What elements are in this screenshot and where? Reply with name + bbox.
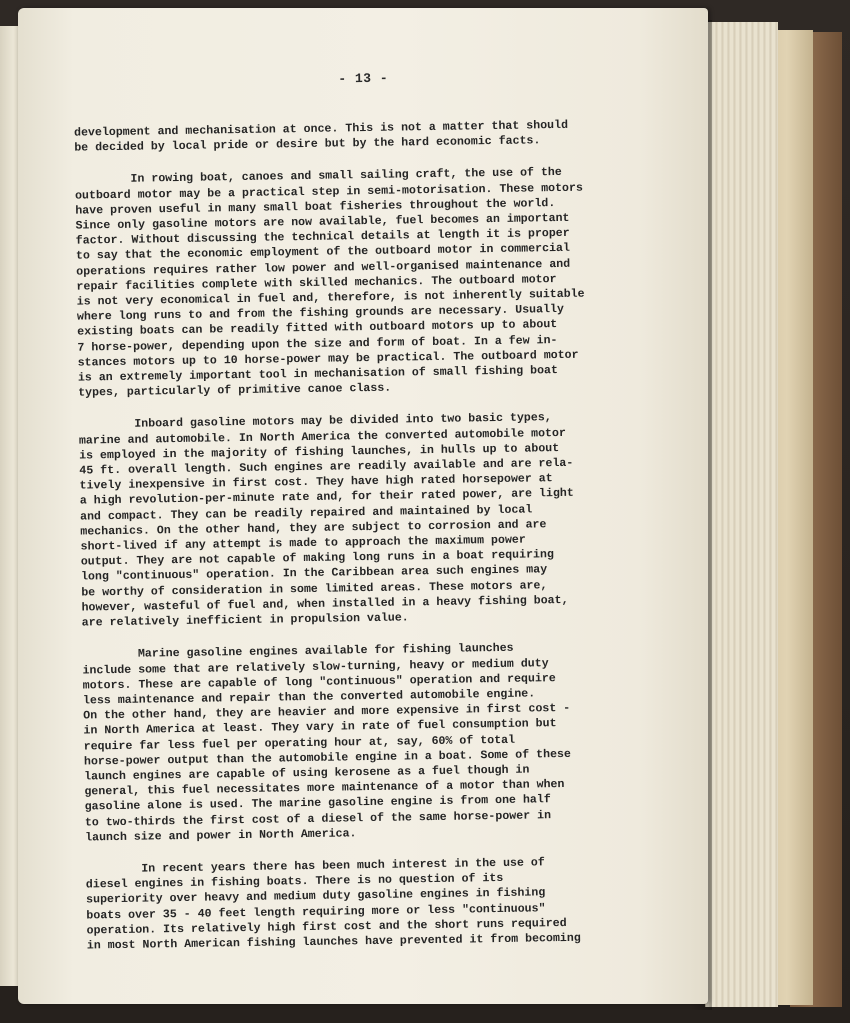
text-line: short-lived if any attempt is made to approach the maximum power <box>80 533 526 554</box>
text-line: types, particularly of primitive canoe class. <box>78 381 392 400</box>
text-line: Marine gasoline engines available for fishing launches <box>82 642 514 662</box>
text-line: launch engines are capable of using kerosene as a fuel though in <box>84 763 530 784</box>
paragraph <box>82 639 665 846</box>
text-line: operation. Its relatively high first cost and the short runs required <box>86 916 567 938</box>
text-line: horse-power output than the automobile engine in a boat. Some of these <box>83 747 572 769</box>
text-line: in most North American fishing launches have prevented it from becoming <box>86 931 581 953</box>
text-line: gasoline alone is used. The marine gasoline engine is from one half <box>84 793 551 814</box>
text-line: diesel engines in fishing boats. There is no question of its <box>85 872 504 892</box>
text-line: motors. These are capable of long "continuous" operation and require <box>82 671 556 693</box>
text-line: general, this fuel necessitates more maintenance of a motor than when <box>84 778 565 799</box>
text-line: have proven useful in many small boat fisheries throughout the world. <box>75 196 556 218</box>
text-line: to say that the economic employment of the outboard motor in commercial <box>75 242 571 264</box>
text-line: long "continuous" operation. In the Caribbean area such engines may <box>80 563 548 585</box>
text-line: In recent years there has been much interest in the use of <box>85 856 545 877</box>
text-line: development and mechanisation at once. This is not a matter that should <box>73 118 569 140</box>
text-line: is employed in the majority of fishing launches, in hulls up to about <box>79 441 560 463</box>
text-line: operations requires rather low power and well-organised maintenance and <box>76 257 571 279</box>
page-content <box>72 8 668 1004</box>
text-line: existing boats can be readily fitted with outboard motors up to about <box>77 318 558 340</box>
paragraph <box>74 116 654 156</box>
page-number: - 13 - <box>338 70 389 87</box>
text-line: mechanics. On the other hand, they are subject to corrosion and are <box>80 518 547 539</box>
text-line: outboard motor may be a practical step in semi-motorisation. These motors <box>74 181 583 203</box>
text-line: to two-thirds the first cost of a diesel of the same horse-power in <box>84 808 552 830</box>
paragraph <box>86 853 667 953</box>
paragraph <box>75 164 659 401</box>
text-line: repair facilities complete with skilled mechanics. The outboard motor <box>76 272 557 294</box>
text-line: and compact. They can be readily repaired and maintained by local <box>79 503 533 524</box>
text-line: launch size and power in North America. <box>85 826 357 845</box>
body-text <box>74 116 667 970</box>
text-line: marine and automobile. In North America the converted automobile motor <box>78 426 566 448</box>
text-line: however, wasteful of fuel and, when installed in a heavy fishing boat, <box>81 593 569 615</box>
text-line: boats over 35 - 40 feet length requiring more or less "continuous" <box>86 901 546 923</box>
text-line: be worthy of consideration in some limited areas. These motors are, <box>81 578 548 600</box>
text-line: stances motors up to 10 horse-power may be practical. The outboard motor <box>77 348 579 370</box>
text-line: require far less fuel per operating hour at, say, 60% of total <box>83 733 516 754</box>
text-line: is not very economical in fuel and, therefore, is not inherently suitable <box>76 287 585 309</box>
text-line: Inboard gasoline motors may be divided into two basic types, <box>78 411 552 433</box>
text-line: 45 ft. overall length. Such engines are readily available and are rela- <box>79 456 574 478</box>
text-line: superiority over heavy and medium duty gasoline engines in fishing <box>86 886 546 907</box>
text-line: include some that are relatively slow-turning, heavy or medium duty <box>82 656 549 678</box>
text-line: 7 horse-power, depending upon the size and form of boat. In a few in- <box>77 333 558 355</box>
text-line: output. They are not capable of making long runs in a boat requiring <box>80 548 554 569</box>
text-line: In rowing boat, canoes and small sailing craft, the use of the <box>74 166 562 188</box>
text-line: a high revolution-per-minute rate and, for their rated power, are light <box>79 487 574 509</box>
text-line: in North America at least. They vary in rate of fuel consumption but <box>83 717 557 738</box>
paragraph <box>79 409 662 631</box>
text-line: factor. Without discussing the technical details at length it is proper <box>75 227 570 248</box>
document-page <box>18 8 708 1004</box>
page-stack-front <box>705 22 778 1007</box>
text-line: be decided by local pride or desire but by the hard economic facts. <box>74 134 541 155</box>
text-line: tively inexpensive in first cost. They have high rated horsepower at <box>79 472 553 493</box>
text-line: On the other hand, they are heavier and more expensive in first cost - <box>83 701 571 723</box>
text-line: Since only gasoline motors are now available, fuel becomes an important <box>75 211 570 233</box>
text-line: are relatively inefficient in propulsion value. <box>81 611 409 630</box>
text-line: is an extremely important tool in mechanisation of small fishing boat <box>77 364 559 385</box>
text-line: where long runs to and from the fishing grounds are necessary. Usually <box>76 303 565 324</box>
text-line: less maintenance and repair than the converted automobile engine. <box>82 687 536 708</box>
